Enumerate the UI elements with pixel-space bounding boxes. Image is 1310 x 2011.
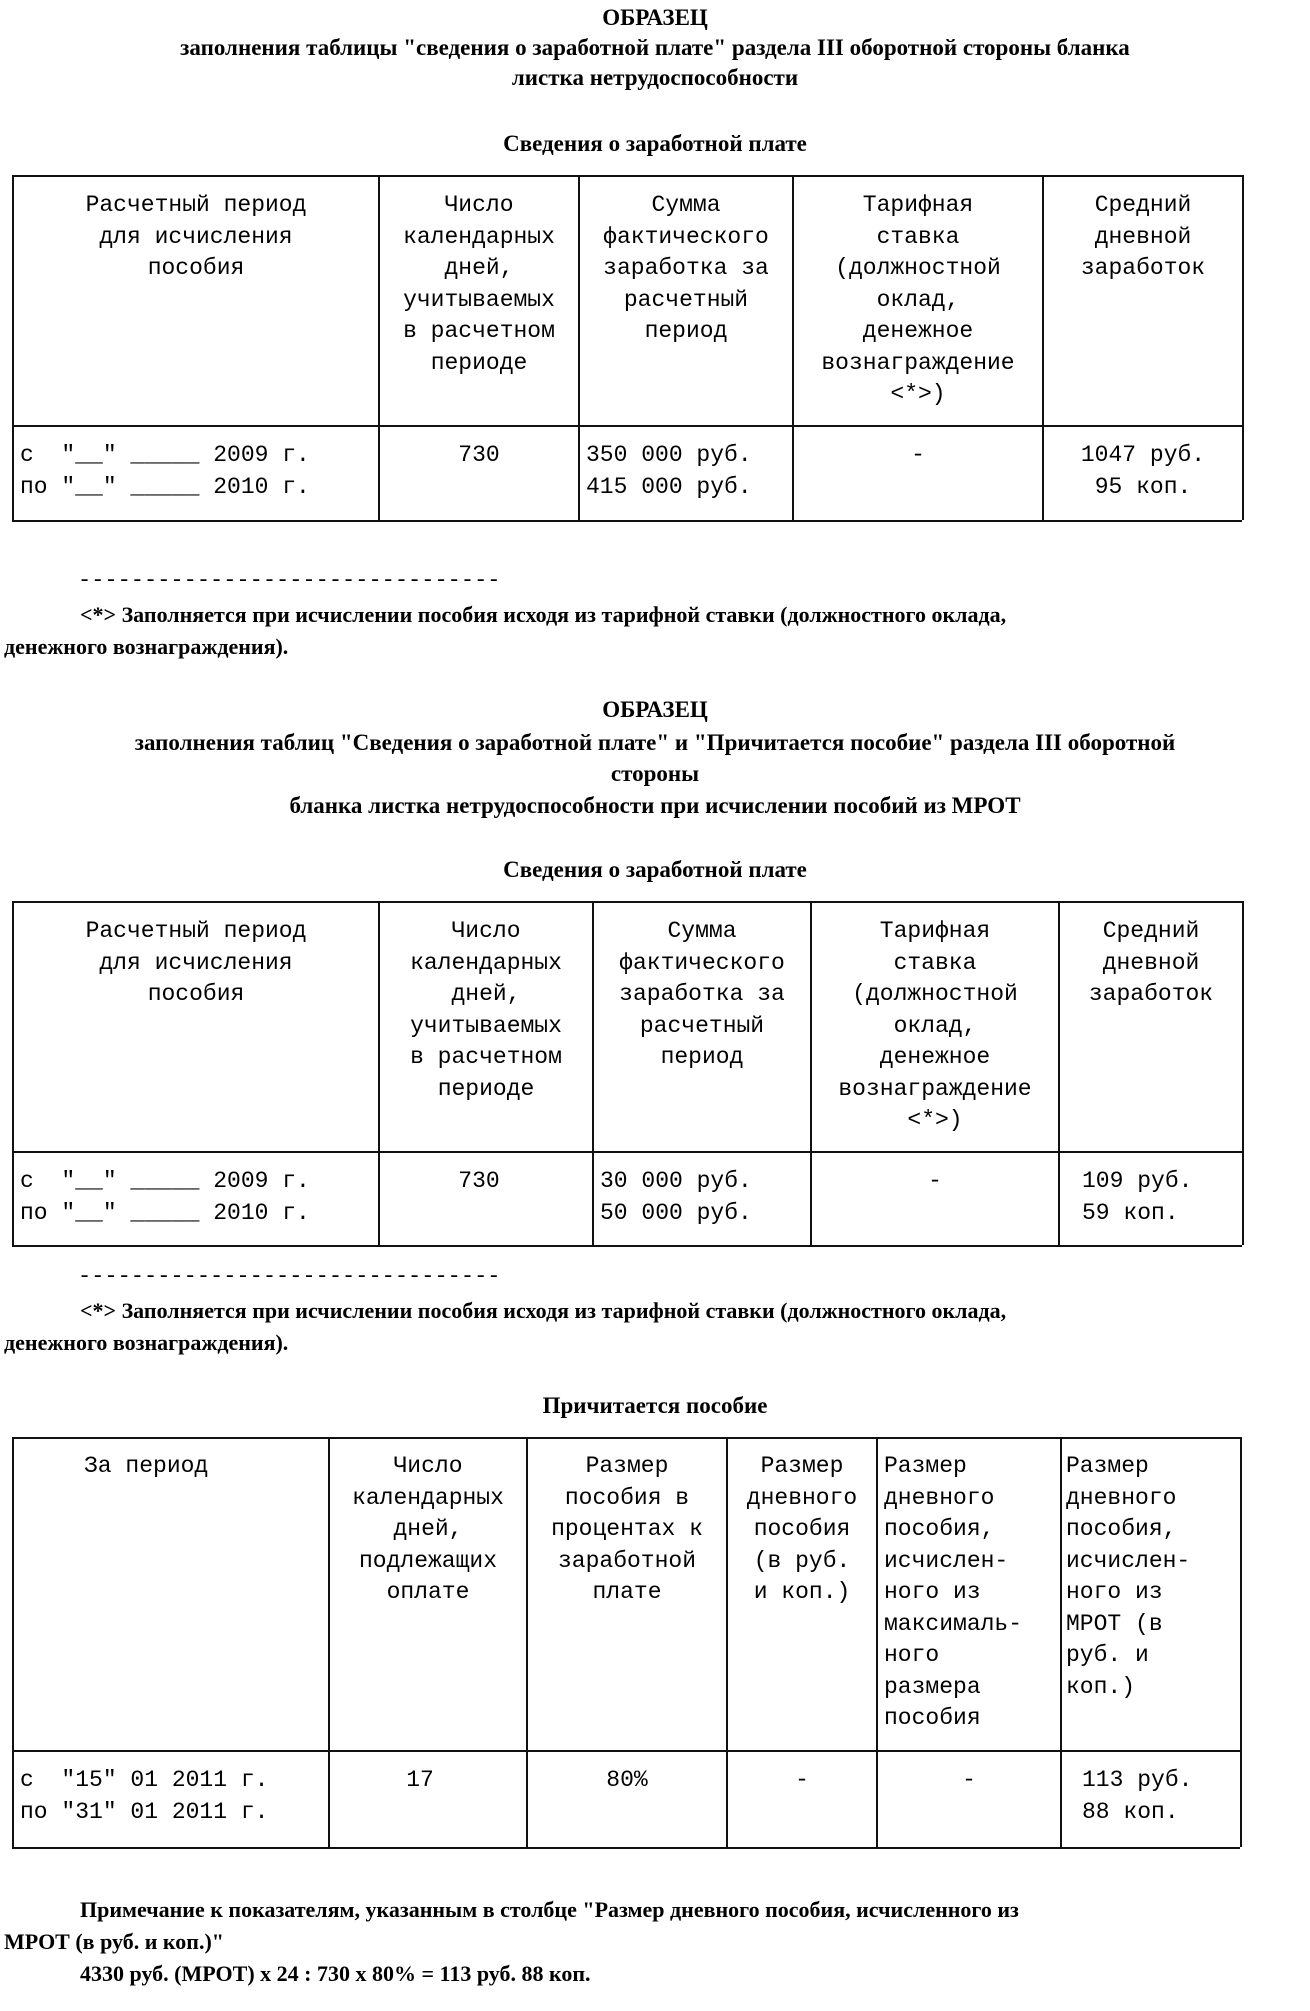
col-header-tariff: Тарифная ставка (должностной оклад, денежное вознаграждение <*>)	[821, 192, 1015, 407]
row-tariff: -	[928, 1168, 942, 1194]
sample2-subheading-3: бланка листка нетрудоспособности при исчислении пособий из МРОТ	[289, 793, 1021, 818]
row-earnings: 350 000 руб. 415 000 руб.	[586, 442, 752, 500]
sample1-subheading: заполнения таблицы "сведения о заработной плате" раздела III оборотной стороны бланка	[180, 35, 1130, 60]
sample1-subheading-2: листка нетрудоспособности	[511, 65, 799, 90]
col-header-period: Расчетный период для исчисления пособия	[85, 918, 307, 1007]
sample2-table-title: Сведения о заработной плате	[503, 857, 807, 882]
note-line-2: МРОТ (в руб. и коп.)"	[4, 1929, 224, 1954]
row-period: с "__" _____ 2009 г. по "__" _____ 2010 г.	[20, 442, 310, 500]
sample1-heading: ОБРАЗЕЦ	[602, 5, 708, 30]
sample2-subheading-2: стороны	[610, 761, 700, 786]
benefit-row-mrot: 113 руб. 88 коп.	[1082, 1767, 1193, 1825]
col-header-avg-daily: Средний дневной заработок	[1088, 918, 1214, 1007]
footnote-line-2: денежного вознаграждения).	[4, 634, 289, 659]
benefit-row-max: -	[962, 1767, 976, 1793]
footnote-line-1: <*> Заполняется при исчислении пособия исходя из тарифной ставки (должностного оклада,	[80, 602, 1007, 627]
benefit-col-days: Число календарных дней, подлежащих оплате	[352, 1453, 504, 1605]
sample2-heading: ОБРАЗЕЦ	[602, 697, 708, 722]
row-avg-daily: 1047 руб. 95 коп.	[1080, 442, 1206, 500]
col-header-days: Число календарных дней, учитываемых в расчетном периоде	[403, 192, 555, 376]
benefit-col-daily: Размер дневного пособия (в руб. и коп.)	[746, 1453, 858, 1605]
benefit-col-mrot: Размер дневного пособия, исчислен- ного из МРОТ (в руб. и коп.)	[1066, 1453, 1191, 1700]
row-tariff: -	[911, 442, 925, 468]
benefit-row-percent: 80%	[606, 1767, 648, 1793]
benefit-row-period: с "15" 01 2011 г. по "31" 01 2011 г.	[20, 1767, 269, 1825]
row-days: 730	[458, 442, 500, 468]
col-header-earnings: Сумма фактического заработка за расчетный период	[619, 918, 785, 1070]
footnote-separator: --------------------------------	[78, 568, 501, 593]
sample1-table-title: Сведения о заработной плате	[503, 131, 807, 156]
row-period: с "__" _____ 2009 г. по "__" _____ 2010 г.	[20, 1168, 310, 1226]
formula: 4330 руб. (МРОТ) x 24 : 730 x 80% = 113 руб. 88 коп.	[80, 1961, 591, 1986]
footnote-line-2: денежного вознаграждения).	[4, 1330, 289, 1355]
note-line-1: Примечание к показателям, указанным в столбце "Размер дневного пособия, исчисленного из	[80, 1897, 1019, 1922]
benefit-row-daily: -	[795, 1767, 809, 1793]
benefit-row-days: 17	[406, 1767, 434, 1793]
footnote-line-1: <*> Заполняется при исчислении пособия исходя из тарифной ставки (должностного оклада,	[80, 1298, 1007, 1323]
col-header-days: Число календарных дней, учитываемых в расчетном периоде	[410, 918, 562, 1102]
benefit-col-max: Размер дневного пособия, исчислен- ного из максималь- ного размера пособия	[884, 1453, 1023, 1731]
benefit-col-period: За период	[84, 1453, 209, 1479]
col-header-tariff: Тарифная ставка (должностной оклад, денежное вознаграждение <*>)	[838, 918, 1032, 1133]
sample2-subheading: заполнения таблиц "Сведения о заработной плате" и "Причитается пособие" раздела III оборотной	[134, 730, 1176, 755]
col-header-avg-daily: Средний дневной заработок	[1080, 192, 1206, 281]
row-earnings: 30 000 руб. 50 000 руб.	[600, 1168, 752, 1226]
benefit-table-title: Причитается пособие	[542, 1393, 768, 1418]
footnote-separator: --------------------------------	[78, 1264, 501, 1289]
row-avg-daily: 109 руб. 59 коп.	[1082, 1168, 1193, 1226]
col-header-period: Расчетный период для исчисления пособия	[85, 192, 307, 281]
row-days: 730	[458, 1168, 500, 1194]
benefit-col-percent: Размер пособия в процентах к заработной плате	[551, 1453, 703, 1605]
col-header-earnings: Сумма фактического заработка за расчетный период	[603, 192, 769, 344]
